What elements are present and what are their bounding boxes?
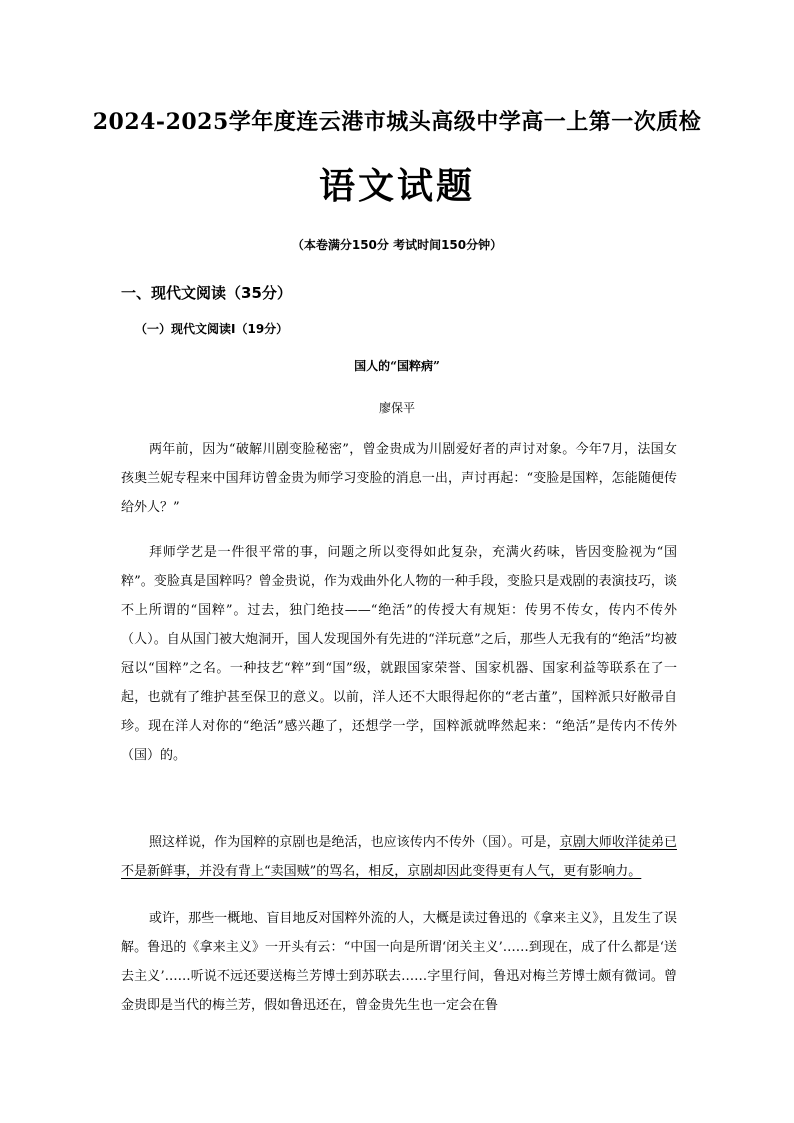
subsection-heading: （一）现代文阅读Ⅰ（19分） xyxy=(135,322,289,336)
subject-title: 语文试题 xyxy=(318,165,475,207)
article-title: 国人的“国粹病” xyxy=(354,359,440,373)
article-paragraph-2: 拜师学艺是一件很平常的事，问题之所以变得如此复杂，充满火药味，皆因变脸视为“国粹”。变脸真是国粹吗？曾金贵说，作为戏曲外化人物的一种手段，变脸只是戏剧的表演技巧，谈不上所谓的“国粹”。过去，独门绝技——“绝活”的传授大有规矩：传男不传女，传内不传外（人）。自从国门被大炮洞开，国人发现国外有先进的“洋玩意”之后，那些人无我有的“绝活”均被冠以“国粹”之名。一种技艺“粹”到“国”级，就跟国家荣誉、国家机器、国家利益等联系在了一起，也就有了维护甚至保卫的意义。以前，洋人还不大眼得起你的“老古董”，国粹派只好敝帚自珍。现在洋人对你的“绝活”感兴趣了，还想学一学，国粹派就哗然起来：“绝活”是传内不传外（国）的。 xyxy=(121,545,677,763)
underlined-sentence: 京剧大师收洋徒弟已不是新鲜事，并没有背上“卖国贼”的骂名，相反，京剧却因此变得更有人气，更有影响力。 xyxy=(121,835,677,879)
article-paragraph-4: 或许，那些一概地、盲目地反对国粹外流的人，大概是读过鲁迅的《拿来主义》，且发生了误解。鲁迅的《拿来主义》一开头有云：“中国一向是所谓‘闭关主义’……到现在，成了什么都是‘送去主义’……听说不远还要送梅兰芳博士到苏联去……字里行间，鲁迅对梅兰芳博士颇有微词。曾金贵即是当代的梅兰芳，假如鲁迅还在，曾金贵先生也一定会在鲁 xyxy=(121,911,677,1013)
article-paragraph-3 xyxy=(121,828,677,886)
paragraph-3-lead: 照这样说，作为国粹的京剧也是绝活，也应该传内不传外（国）。可是， xyxy=(149,835,560,850)
article-paragraph-1: 两年前，因为“破解川剧变脸秘密”，曾金贵成为川剧爱好者的声讨对象。今年7月，法国女孩奥兰妮专程来中国拜访曾金贵为师学习变脸的消息一出，声讨再起：“变脸是国粹，怎能随便传给外人？” xyxy=(121,442,677,515)
article-author: 廖保平 xyxy=(378,401,415,415)
section-heading: 一、现代文阅读（35分） xyxy=(121,284,292,302)
exam-info: （本卷满分150分 考试时间150分钟） xyxy=(291,238,503,252)
exam-title: 2024-2025学年度连云港市城头高级中学高一上第一次质检 xyxy=(92,109,702,135)
